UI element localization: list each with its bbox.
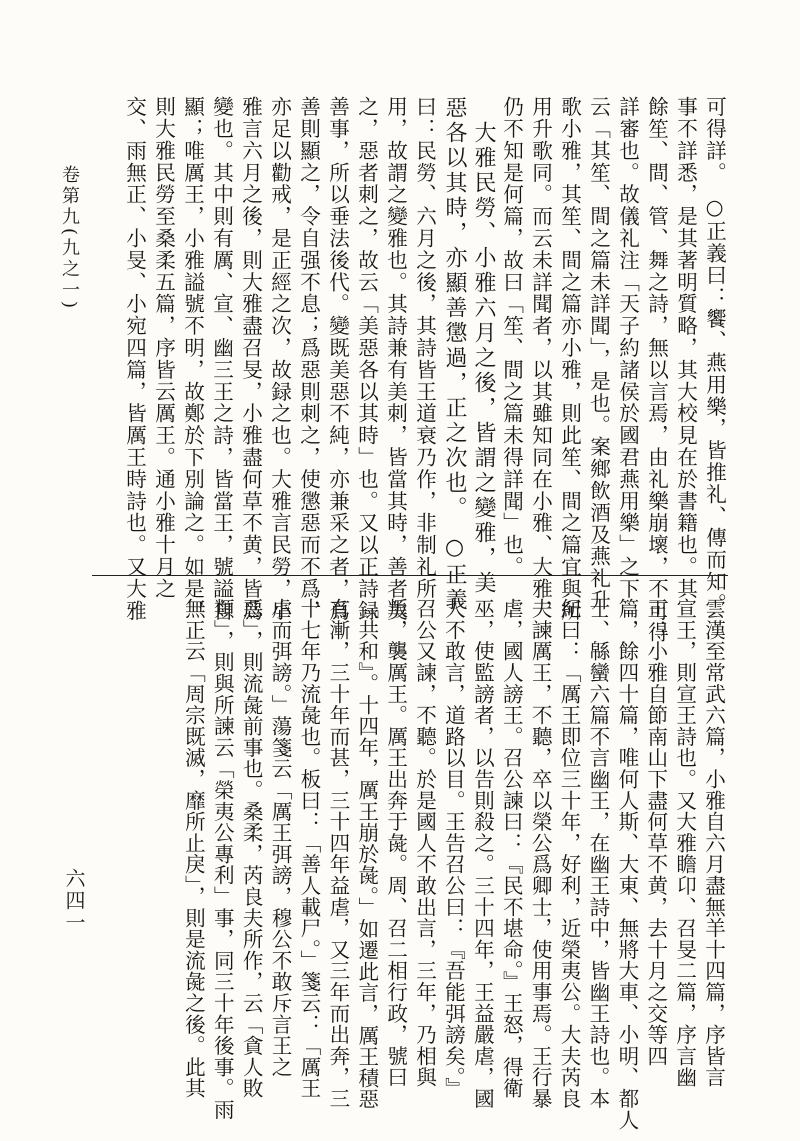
text-column: 詳審也。故儀礼注「天子約諸侯於國君燕用樂」之下 bbox=[615, 96, 640, 600]
text-column: 紀曰：「厲王即位三十年，好利，近榮夷公。大夫芮良 bbox=[557, 598, 582, 1110]
text-column: 雅言六月之後，則大雅盡召旻，小雅盡何草不黄，皆爲 bbox=[238, 96, 263, 622]
text-column: 曰：民勞、六月之後，其詩皆王道衰乃作，非制礼所 bbox=[412, 96, 437, 600]
text-column: 篇，餘四十篇，唯何人斯、大東、無將大車、小明、都人 bbox=[614, 598, 639, 1131]
text-column: 善事，所以垂法後代。變既美惡不純，亦兼采之者，爲 bbox=[325, 96, 350, 622]
text-column: 歌小雅，其笙、間之篇亦小雅，則此笙、間之篇宜與所 bbox=[557, 96, 582, 622]
text-column: 虐，國人謗王。召公諫曰：『民不堪命。』王怒，得衛 bbox=[499, 598, 524, 1099]
page-number: 六四一 bbox=[62, 868, 86, 934]
text-column: 士、緜蠻六篇不言幽王，在幽王詩中，皆幽王詩也。本 bbox=[585, 598, 610, 1110]
text-column: 惡各以其時，亦顯善懲過，正之次也。 ○正義 bbox=[442, 96, 467, 613]
text-column: 用，故謂之變雅也。其詩兼有美刺，皆當其時，善者美 bbox=[383, 96, 408, 622]
text-column: 人不敢言，道路以目。王告召公曰：『吾能弭謗矣。』 bbox=[441, 598, 466, 1099]
text-column: 可得詳。 ○正義曰：饗、燕用樂，皆推礼、傳而知。 bbox=[702, 96, 727, 615]
text-column: 善則顯之，令自强不息；爲惡則刺之，使懲惡而不爲， bbox=[296, 96, 321, 622]
text-column: 『共和』。十四年，厲王崩於彘。」如遷此言，厲王積惡 bbox=[354, 598, 379, 1110]
text-column: 夫諫厲王，不聽，卒以榮公爲卿士，使用事焉。王行暴 bbox=[528, 598, 553, 1110]
text-column: 變也。其中則有厲、宣、幽三王之詩，皆當王，號謚自 bbox=[209, 96, 234, 622]
text-column: 召公又諫，不聽。於是國人不敢出言，三年，乃相與 bbox=[412, 598, 437, 1088]
text-column: 之，惡者刺之，故云「美惡各以其時」也。又以正詩録 bbox=[354, 96, 379, 622]
text-column: 餘笙、間、管、舞之詩，無以言焉，由礼樂崩壞，不可得 bbox=[644, 96, 669, 644]
text-column: 顯；唯厲王，小雅謚號不明，故鄭於下別論之。如是， bbox=[180, 96, 205, 622]
text-column: 亦足以勸戒，是正經之次，故録之也。大雅言民勞，小 bbox=[267, 96, 292, 622]
text-column: 叛，襲厲王。厲王出奔于彘。周、召二相行政，號曰 bbox=[383, 598, 408, 1088]
text-column: 大雅民勞、小雅六月之後，皆謂之變雅，美 bbox=[471, 96, 496, 596]
text-column: 惡」，則流彘前事也。桑柔，芮良夫所作，云「貪人敗 bbox=[239, 598, 264, 1099]
text-column: 事不詳悉，是其著明質略，其大校見在於書籍也。其 bbox=[673, 96, 698, 600]
section-divider bbox=[92, 575, 728, 576]
text-column: 王；小雅自節南山下盡何草不黄，去十月之交等四 bbox=[643, 598, 668, 1067]
text-column: 十七年乃流彘也。板曰：「善人載尸。」箋云：「厲王 bbox=[296, 598, 321, 1099]
text-column: 仍不知是何篇，故曰「笙、間之篇未得詳聞」也。 bbox=[499, 96, 524, 578]
running-head: 卷第九(九之一) bbox=[59, 165, 80, 312]
text-column: 宣王，則宣王詩也。又大雅瞻卬、召旻二篇，序言幽 bbox=[672, 598, 697, 1088]
text-column: 用升歌同。而云未詳聞者，以其雖知同在小雅、大雅， bbox=[528, 96, 553, 622]
text-column: 虐而弭謗。」蕩箋云「厲王弭謗，穆公不敢斥言王之 bbox=[268, 598, 293, 1078]
text-column: 類」，則與所諫云「榮夷公專利」事，同三十年後事。雨 bbox=[210, 598, 235, 1121]
text-column: 有漸，三十年而甚，三十四年益虐，又三年而出奔，三 bbox=[325, 598, 350, 1110]
text-column: 交、雨無正、小旻、小宛四篇，皆厲王時詩也。又大雅 bbox=[122, 96, 147, 622]
text-column: 則大雅民勞至桑柔五篇，序皆云厲王。通小雅十月之 bbox=[151, 96, 176, 600]
text-column: 云「其笙、間之篇未詳聞」，是也。案鄉飲酒及燕礼升 bbox=[586, 96, 611, 612]
text-column: 巫，使監謗者，以告則殺之。三十四年，王益嚴虐，國 bbox=[470, 598, 495, 1110]
text-column: 雲漢至常武六篇，小雅自六月盡無羊十四篇，序皆言 bbox=[701, 598, 726, 1088]
text-column: 無正云「周宗既滅，靡所止戾」，則是流彘之後。此其 bbox=[181, 598, 206, 1099]
